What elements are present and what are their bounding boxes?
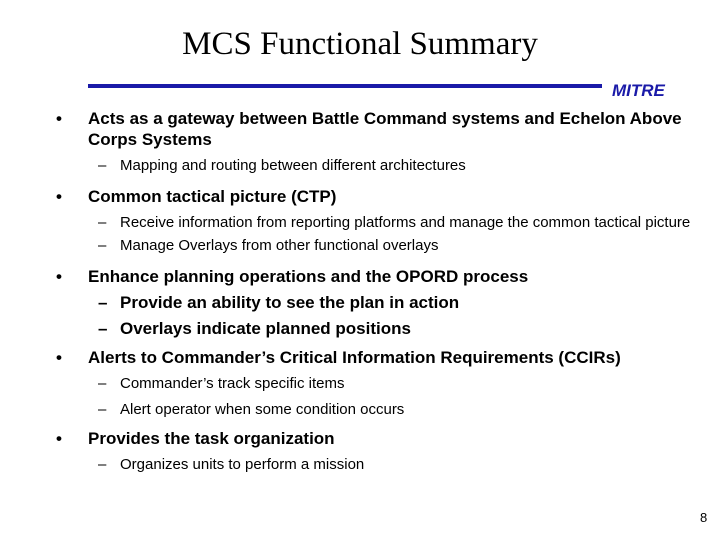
bullet-list: [56, 108, 696, 475]
title-divider: [88, 84, 602, 88]
bullet-gateway: [56, 108, 696, 150]
sub-bullet-text: Provide an ability to see the plan in action: [120, 293, 460, 312]
bullet-dot-icon: •: [56, 109, 62, 128]
bullet-planning: [56, 264, 696, 290]
sub-bullet: [56, 455, 696, 475]
bullet-text: Enhance planning operations and the OPORD process: [88, 267, 529, 286]
sub-bullet: [56, 400, 696, 420]
sub-bullet-text: Mapping and routing between different architectures: [120, 157, 466, 174]
bullet-text: Alerts to Commander’s Critical Information Requirements (CCIRs): [88, 348, 621, 367]
bullet-dot-icon: •: [56, 348, 62, 367]
sub-bullet: [56, 213, 696, 233]
sub-bullet-text: Overlays indicate planned positions: [120, 319, 411, 338]
sub-bullet-text: Alert operator when some condition occurs: [120, 401, 405, 418]
sub-bullet-text: Manage Overlays from other functional overlays: [120, 237, 439, 254]
sub-bullet: [56, 156, 696, 176]
dash-icon: –: [98, 214, 107, 231]
page-number: 8: [700, 510, 708, 525]
sub-bullet-text: Commander’s track specific items: [120, 375, 345, 392]
sub-bullet-text: Receive information from reporting platforms and manage the common tactical picture: [120, 214, 691, 231]
mitre-logo: MITRE: [612, 81, 665, 100]
dash-icon: –: [98, 456, 107, 473]
dash-icon: –: [98, 319, 108, 338]
slide-title: MCS Functional Summary: [182, 26, 538, 62]
bullet-dot-icon: •: [56, 187, 62, 206]
sub-bullet: [56, 290, 696, 316]
bullet-task-org: [56, 428, 696, 449]
bullet-text: Common tactical picture (CTP): [88, 187, 337, 206]
bullet-dot-icon: •: [56, 267, 62, 286]
bullet-dot-icon: •: [56, 429, 62, 448]
dash-icon: –: [98, 237, 107, 254]
dash-icon: –: [98, 157, 107, 174]
sub-bullet: [56, 316, 696, 342]
dash-icon: –: [98, 375, 107, 392]
sub-bullet: [56, 374, 696, 394]
bullet-ccir: [56, 347, 696, 368]
dash-icon: –: [98, 293, 108, 312]
bullet-text: Provides the task organization: [88, 429, 335, 448]
bullet-text: Acts as a gateway between Battle Command systems and Echelon Above Corps Systems: [88, 109, 682, 149]
sub-bullet-text: Organizes units to perform a mission: [120, 456, 365, 473]
dash-icon: –: [98, 401, 107, 418]
sub-bullet: [56, 236, 696, 256]
bullet-ctp: [56, 186, 696, 207]
